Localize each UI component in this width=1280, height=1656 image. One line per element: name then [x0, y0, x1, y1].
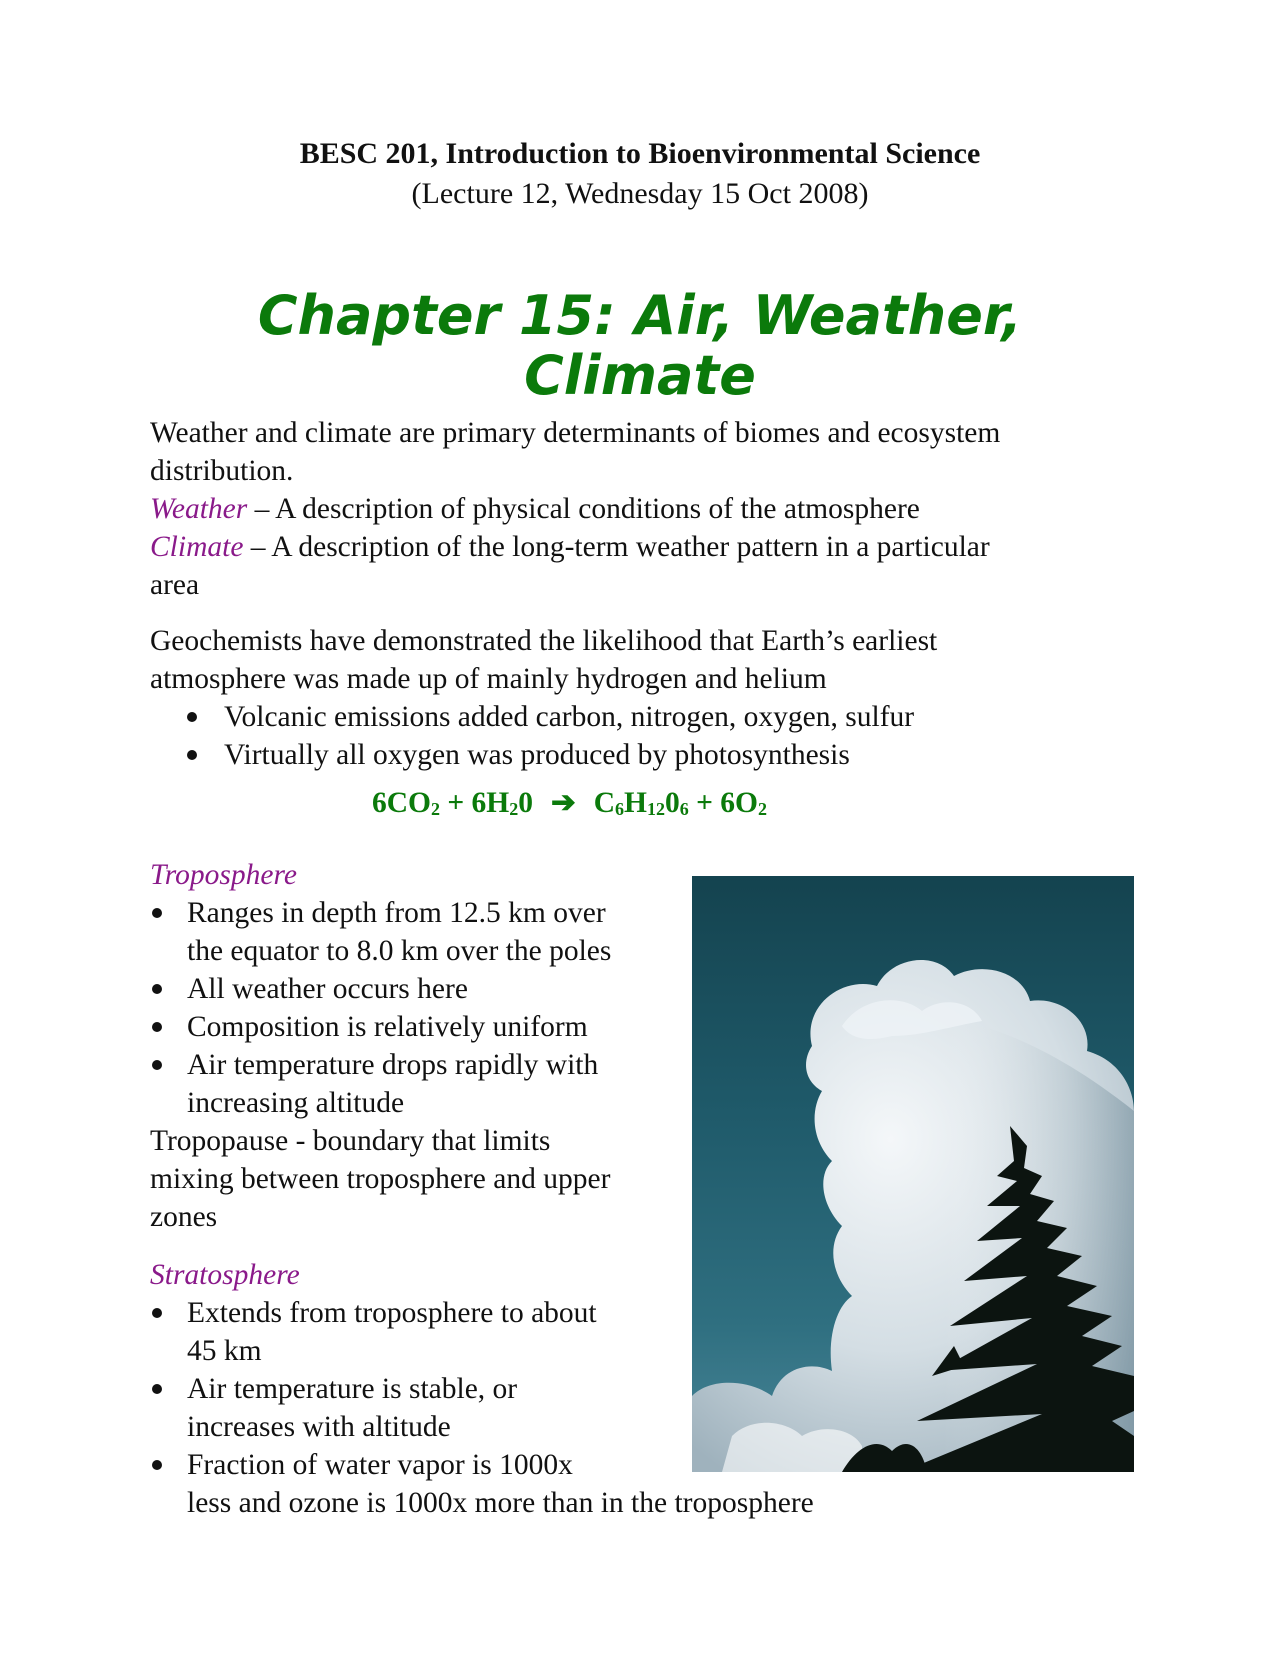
intro-line-2: distribution. — [150, 455, 294, 487]
list-item: Composition is relatively uniform — [150, 1008, 690, 1046]
intro-paragraph — [150, 414, 1150, 604]
bullet-icon — [152, 984, 162, 994]
geochem-bullet-list — [150, 698, 1150, 774]
weather-definition — [150, 490, 1150, 528]
bullet-icon — [152, 1384, 162, 1394]
cloud-photo — [692, 876, 1134, 1472]
bullet-icon — [187, 750, 197, 760]
list-item: Air temperature is stable, or increases with altitude — [150, 1370, 1050, 1446]
list-item: Virtually all oxygen was produced by photosynthesis — [150, 736, 1150, 774]
tropopause-line-1: Tropopause - boundary that limits — [150, 1125, 551, 1157]
list-item: Ranges in depth from 12.5 km over the equator to 8.0 km over the poles — [150, 894, 690, 970]
list-item: Fraction of water vapor is 1000x less and ozone is 1000x more than in the troposphere — [150, 1446, 1050, 1522]
geochem-line-2: atmosphere was made up of mainly hydrogen and helium — [150, 663, 827, 695]
troposphere-section — [150, 856, 690, 1236]
course-title: BESC 201, Introduction to Bioenvironmental Science — [299, 137, 981, 170]
stratosphere-heading: Stratosphere — [150, 1259, 300, 1291]
climate-definition — [150, 528, 1150, 566]
climate-def-continued: area — [150, 569, 200, 601]
weather-term: Weather — [150, 493, 248, 525]
geochem-line-1: Geochemists have demonstrated the likelihood that Earth’s earliest — [150, 625, 938, 657]
chapter-title — [150, 286, 1130, 406]
tropopause-line-3: zones — [150, 1201, 218, 1233]
bullet-icon — [152, 1022, 162, 1032]
chapter-title-line-2: Climate — [524, 344, 756, 407]
bullet-icon — [152, 1460, 162, 1470]
list-item: Volcanic emissions added carbon, nitrogen, oxygen, sulfur — [150, 698, 1150, 736]
intro-line-1: Weather and climate are primary determinants of biomes and ecosystem — [150, 417, 1001, 449]
troposphere-bullet-list — [150, 894, 690, 1122]
list-item: Extends from troposphere to about 45 km — [150, 1294, 1050, 1370]
weather-def-text: – A description of physical conditions of the atmosphere — [247, 493, 920, 525]
list-item: All weather occurs here — [150, 970, 690, 1008]
bullet-icon — [187, 712, 197, 722]
tropopause-line-2: mixing between troposphere and upper — [150, 1163, 611, 1195]
photosynthesis-equation: $6CO_2 + 6H_20$ ➔ $C_6H_{12}0_6 + 6O_2$ — [372, 784, 932, 822]
bullet-icon — [152, 1308, 162, 1318]
climate-term: Climate — [150, 531, 244, 563]
climate-def-text: – A description of the long-term weather pattern in a particular — [243, 531, 990, 563]
bullet-icon — [152, 1060, 162, 1070]
list-item: Air temperature drops rapidly with increasing altitude — [150, 1046, 690, 1122]
chapter-title-line-1: Chapter 15: Air, Weather, — [257, 284, 1023, 347]
geochem-paragraph — [150, 622, 1150, 774]
bullet-icon — [152, 908, 162, 918]
cloud-and-tree-illustration — [692, 876, 1134, 1472]
troposphere-heading: Troposphere — [150, 859, 297, 891]
arrow-right-icon: ➔ — [551, 787, 576, 819]
lecture-date-line: (Lecture 12, Wednesday 15 Oct 2008) — [411, 177, 869, 210]
